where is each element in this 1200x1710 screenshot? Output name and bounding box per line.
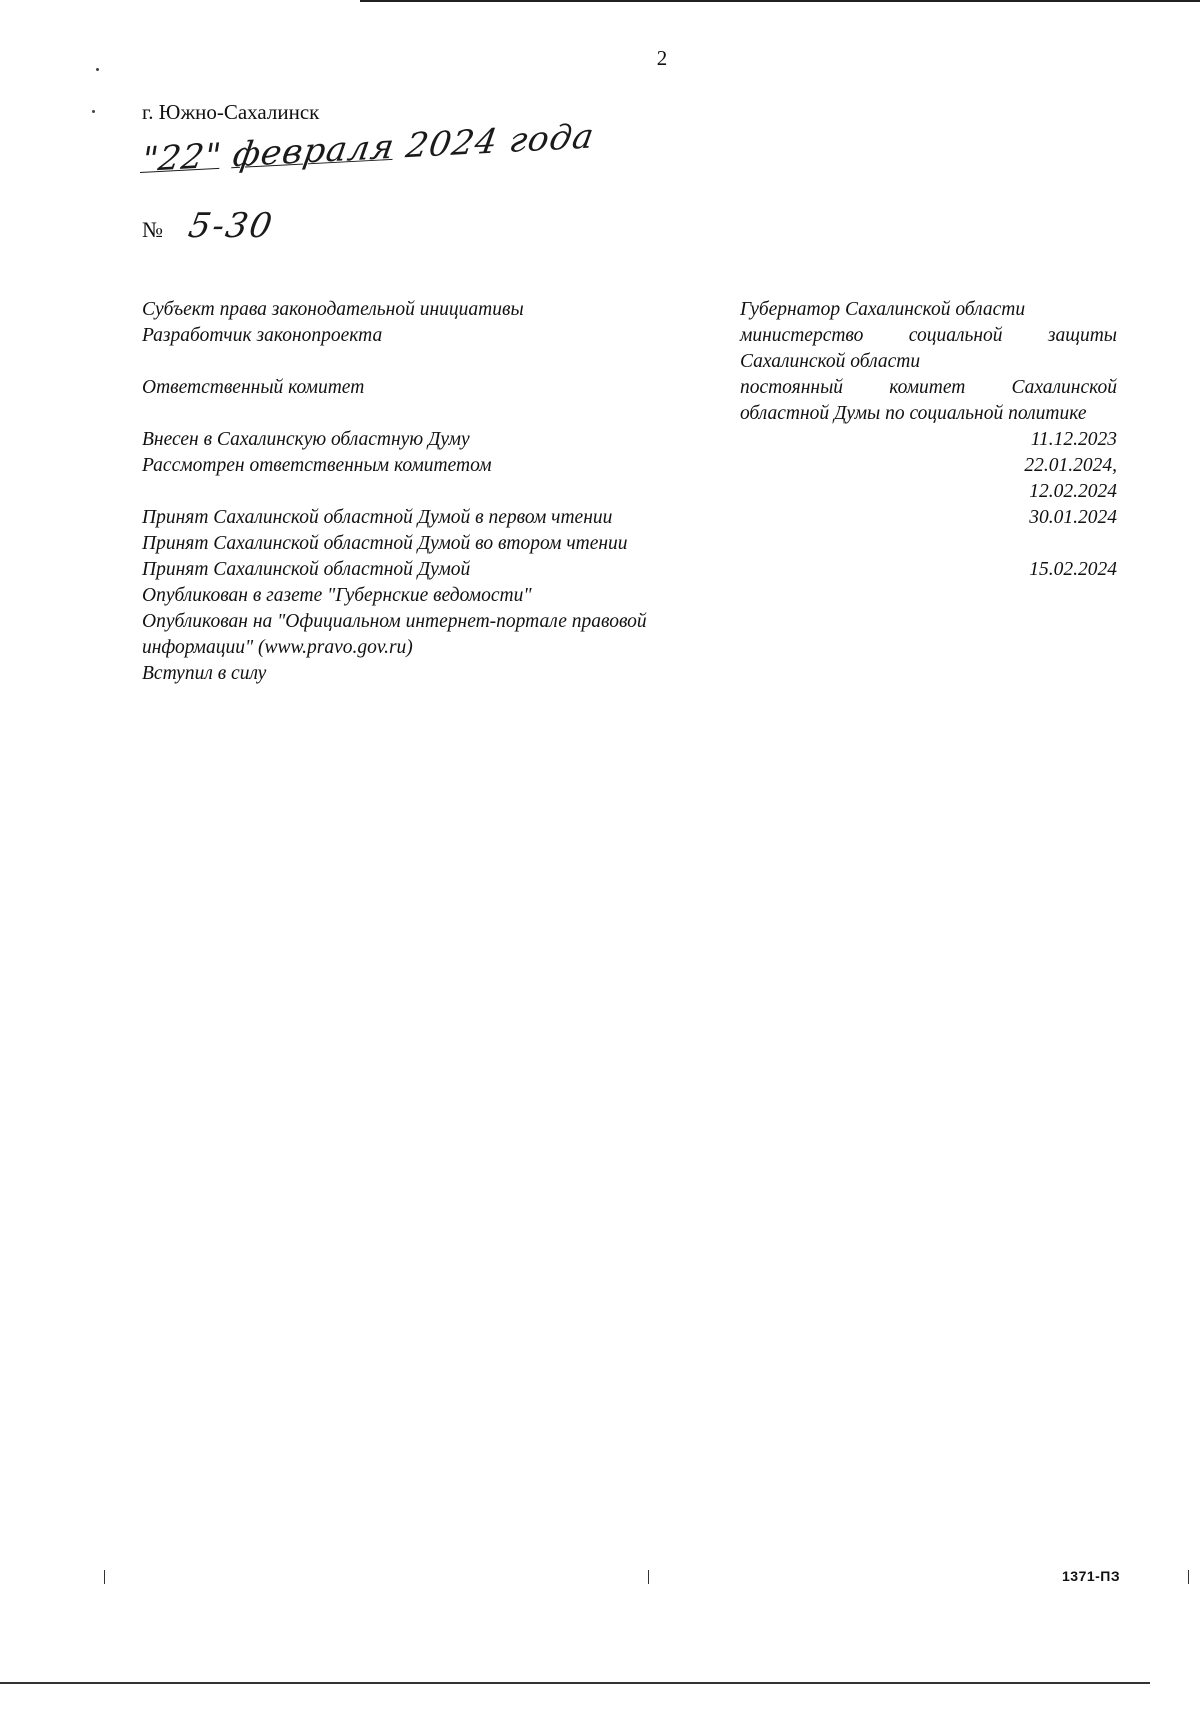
table-row <box>142 557 1117 583</box>
handwritten-date <box>139 117 597 180</box>
table-row <box>142 609 1117 661</box>
table-row <box>142 297 1117 323</box>
row-label: Ответственный комитет <box>142 377 365 398</box>
row-label: Принят Сахалинской областной Думой в первом чтении <box>142 507 613 528</box>
row-label: Принят Сахалинской областной Думой <box>142 559 471 580</box>
handwritten-date-day: "22" <box>138 135 225 180</box>
row-label: Опубликован в газете "Губернские ведомости" <box>142 585 532 606</box>
row-label: Рассмотрен ответственным комитетом <box>142 455 492 476</box>
scan-edge-top <box>0 0 1200 2</box>
row-value-line: 12.02.2024 <box>1029 481 1117 502</box>
scan-mark <box>96 68 99 71</box>
number-sign: № <box>142 217 163 242</box>
row-value <box>740 531 1117 557</box>
row-value <box>740 661 1117 687</box>
row-value: министерство социальной защиты Сахалинской области <box>739 325 1117 372</box>
table-row <box>142 583 1117 609</box>
row-value: 11.12.2023 <box>1030 429 1117 450</box>
row-value-line: 22.01.2024, <box>1024 455 1117 476</box>
page-number: 2 <box>656 46 668 70</box>
table-row <box>142 323 1117 375</box>
table-row <box>142 375 1117 427</box>
scan-mark <box>648 1570 649 1584</box>
row-value: Губернатор Сахалинской области <box>739 299 1026 320</box>
handwritten-date-year: 2024 года <box>403 116 598 167</box>
table-row <box>142 531 1117 557</box>
footer-document-code: 1371-ПЗ <box>1062 1568 1121 1584</box>
row-label: Опубликован на "Официальном интернет-портале правовой информации" (www.pravo.gov.ru) <box>142 611 647 658</box>
row-value: постоянный комитет Сахалинской областной Думы по социальной политике <box>739 377 1117 424</box>
city-name: г. Южно-Сахалинск <box>142 100 320 124</box>
handwritten-date-month: февраля <box>230 126 398 176</box>
scan-mark <box>92 110 95 113</box>
document-number <box>142 206 277 246</box>
scan-edge-bottom <box>0 1682 1150 1684</box>
row-value <box>740 609 1117 661</box>
table-row <box>142 453 1117 505</box>
table-row <box>142 505 1117 531</box>
row-label: Разработчик законопроекта <box>142 325 383 346</box>
table-row <box>142 661 1117 687</box>
law-passage-info-table <box>142 297 1117 687</box>
row-label: Субъект права законодательной инициативы <box>142 299 524 320</box>
scan-mark <box>1188 1570 1189 1584</box>
row-label: Принят Сахалинской областной Думой во втором чтении <box>142 533 628 554</box>
row-value <box>740 583 1117 609</box>
row-label: Вступил в силу <box>142 663 267 684</box>
row-value <box>740 453 1117 505</box>
row-value: 15.02.2024 <box>1029 559 1117 580</box>
row-value: 30.01.2024 <box>1029 507 1117 528</box>
handwritten-number: 5-30 <box>185 206 277 246</box>
scan-mark <box>104 1570 105 1584</box>
row-label: Внесен в Сахалинскую областную Думу <box>142 429 470 450</box>
table-row <box>142 427 1117 453</box>
